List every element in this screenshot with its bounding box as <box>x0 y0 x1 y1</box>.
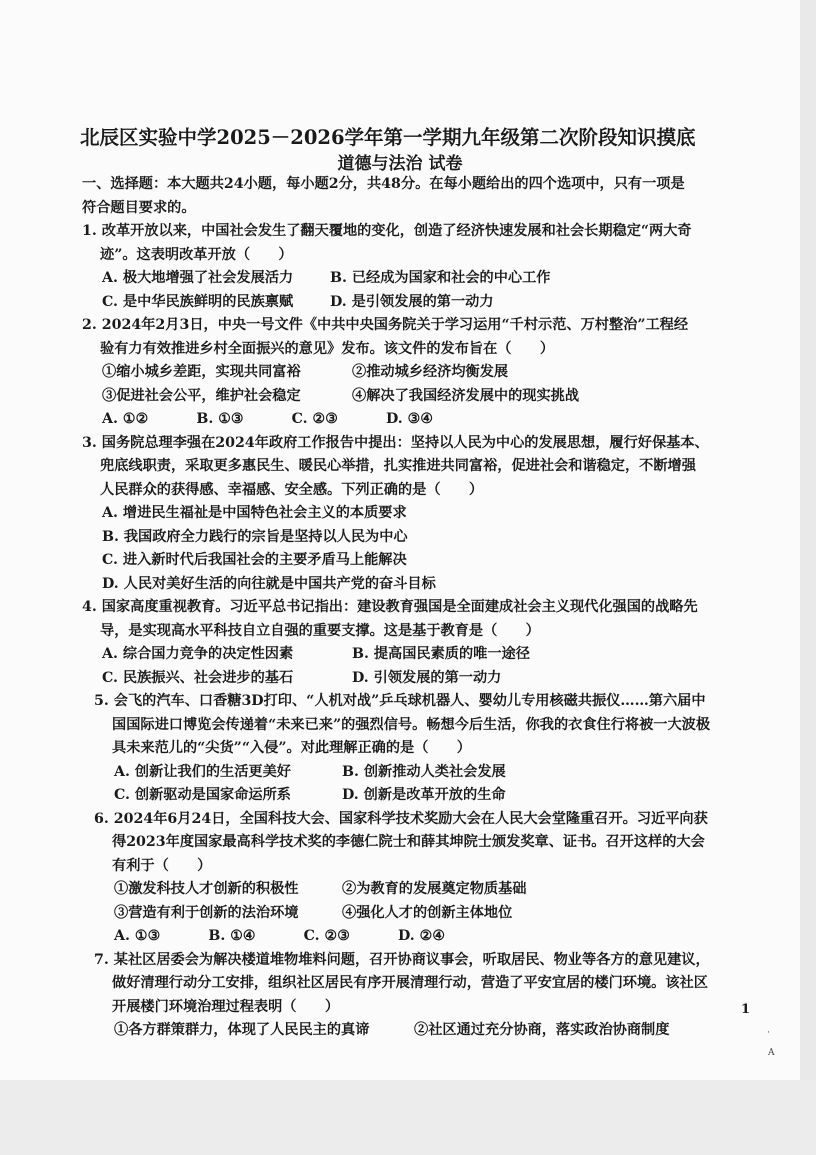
option-row <box>94 784 742 808</box>
option-b[interactable]: B. 提高国民素质的唯一途径 <box>352 646 530 662</box>
option-row <box>82 267 742 291</box>
option-c[interactable]: C. 进入新时代后我国社会的主要矛盾马上能解决 <box>102 552 407 568</box>
statement-1: ①激发科技人才创新的积极性 <box>114 881 299 897</box>
exam-subtitle: 道德与法治 试卷 <box>337 154 463 174</box>
question-stem: 3. 国务院总理李强在2024年政府工作报告中提出：坚持以人民为中心的发展思想，履行好保基本、 <box>82 434 709 451</box>
question-stem-cont: 兜底线职责，采取更多惠民生、暖民心举措，扎实推进共同富裕，促进社会和谐稳定，不断增强 <box>100 458 696 474</box>
option-d[interactable]: D. 引领发展的第一动力 <box>352 669 502 686</box>
question-stem-cont: 国国际进口博览会传递着“未来已来”的强烈信号。畅想今后生活，你我的衣食住行将被一大波极 <box>112 716 711 733</box>
statement-2: ②推动城乡经济均衡发展 <box>352 364 509 380</box>
option-d[interactable]: D. ②④ <box>398 928 446 944</box>
question-stem: 5. 会飞的汽车、口香糖3D打印、“人机对战”乒乓球机器人、婴幼儿专用核磁共振仪……第六届中 <box>94 693 706 709</box>
option-b[interactable]: B. 创新推动人类社会发展 <box>342 763 506 780</box>
option-d[interactable]: D. 人民对美好生活的向往就是中国共产党的奋斗目标 <box>102 575 436 592</box>
question-3 <box>82 432 742 597</box>
scan-mark: ˙ <box>766 1031 771 1042</box>
option-c[interactable]: C. ②③ <box>303 928 350 944</box>
statement-3: ③营造有利于创新的法治环境 <box>114 904 299 921</box>
option-row <box>82 643 742 667</box>
option-row <box>94 761 742 785</box>
question-list <box>82 173 742 1043</box>
question-stem-cont: 导，是实现高水平科技自立自强的重要支撑。这是基于教育是（ ） <box>100 622 540 639</box>
question-7 <box>82 949 742 1043</box>
option-a[interactable]: A. 增进民生福祉是中国特色社会主义的本质要求 <box>102 505 407 521</box>
option-row <box>82 667 742 691</box>
option-c[interactable]: C. 是中华民族鲜明的民族禀赋 <box>102 293 294 310</box>
statement-row <box>94 1019 742 1043</box>
statement-2: ②社区通过充分协商，落实政治协商制度 <box>414 1022 670 1038</box>
option-d[interactable]: D. 是引领发展的第一动力 <box>330 293 494 310</box>
option-row <box>82 502 742 526</box>
option-a[interactable]: A. 综合国力竞争的决定性因素 <box>102 646 294 662</box>
question-stem-cont: 迹”。这表明改革开放（ ） <box>100 246 293 263</box>
option-row <box>82 573 742 597</box>
statement-row <box>94 878 742 902</box>
question-stem-cont: 做好清理行动分工安排，组织社区居民有序开展清理行动，营造了平安宜居的楼门环境。该社区 <box>112 975 708 991</box>
option-row <box>82 549 742 573</box>
option-d[interactable]: D. 创新是改革开放的生命 <box>342 787 506 803</box>
question-2 <box>82 314 742 432</box>
question-stem: 2. 2024年2月3日，中央一号文件《中共中央国务院关于学习运用“千村示范、万村整治”工程经 <box>82 317 689 333</box>
question-stem-cont: 开展楼门环境治理过程表明（ ） <box>112 998 340 1015</box>
statement-row <box>94 902 742 926</box>
option-row <box>94 925 742 949</box>
question-stem-cont: 得2023年度国家最高科学技术奖的李德仁院士和薛其坤院士颁发奖章、证书。召开这样的大会 <box>112 834 705 850</box>
statement-1: ①缩小城乡差距，实现共同富裕 <box>102 364 301 380</box>
option-a[interactable]: A. ①② <box>102 411 149 427</box>
question-stem: 7. 某社区居委会为解决楼道堆物堆料问题，召开协商议事会，听取居民、物业等各方的意见建议， <box>94 951 710 968</box>
option-b[interactable]: B. ①③ <box>196 411 244 427</box>
statement-4: ④解决了我国经济发展中的现实挑战 <box>352 387 580 404</box>
question-4 <box>82 596 742 690</box>
option-c[interactable]: C. 创新驱动是国家命运所系 <box>114 787 291 803</box>
statement-2: ②为教育的发展奠定物质基础 <box>342 881 527 897</box>
statement-row <box>82 385 742 409</box>
question-stem-cont: 验有力有效推进乡村全面振兴的意见》发布。该文件的发布旨在（ ） <box>100 340 555 357</box>
statement-4: ④强化人才的创新主体地位 <box>342 904 513 921</box>
scan-margin <box>0 1080 816 1155</box>
option-a[interactable]: A. ①③ <box>114 928 161 944</box>
question-stem: 4. 国家高度重视教育。习近平总书记指出：建设教育强国是全面建成社会主义现代化强国的战略先 <box>82 599 698 615</box>
statement-row <box>82 361 742 385</box>
question-stem: 6. 2024年6月24日，全国科技大会、国家科学技术奖励大会在人民大会堂隆重召开。习近平向获 <box>94 810 708 827</box>
question-1 <box>82 220 742 314</box>
question-5 <box>82 690 742 808</box>
statement-3: ③促进社会公平，维护社会稳定 <box>102 387 301 404</box>
option-b[interactable]: B. ①④ <box>208 928 256 944</box>
question-stem-cont: 具未来范儿的“尖货”“入侵”。对此理解正确的是（ ） <box>112 740 471 756</box>
option-row <box>82 526 742 550</box>
statement-1: ①各方群策群力，体现了人民民主的真谛 <box>114 1022 370 1038</box>
option-row <box>82 291 742 315</box>
option-a[interactable]: A. 创新让我们的生活更美好 <box>114 763 291 780</box>
page-number: 1 <box>741 1002 751 1017</box>
question-stem: 1. 改革开放以来，中国社会发生了翻天覆地的变化，创造了经济快速发展和社会长期稳定“两大奇 <box>82 223 692 239</box>
option-b[interactable]: B. 已经成为国家和社会的中心工作 <box>330 270 551 286</box>
option-d[interactable]: D. ③④ <box>386 411 434 427</box>
option-b[interactable]: B. 我国政府全力践行的宗旨是坚持以人民为中心 <box>102 528 408 545</box>
exam-title: 北辰区实验中学2025－2026学年第一学期九年级第二次阶段知识摸底 <box>80 126 696 149</box>
question-stem-cont: 有利于（ ） <box>112 857 212 874</box>
section-instruction-cont: 符合题目要求的。 <box>82 199 196 216</box>
option-c[interactable]: C. ②③ <box>291 411 338 427</box>
section-instruction: 一、选择题：本大题共24小题，每小题2分，共48分。在每小题给出的四个选项中，只有一项是 <box>82 176 685 192</box>
question-6 <box>82 808 742 949</box>
option-c[interactable]: C. 民族振兴、社会进步的基石 <box>102 669 294 686</box>
option-row <box>82 408 742 432</box>
question-stem-cont: 人民群众的获得感、幸福感、安全感。下列正确的是（ ） <box>100 481 484 498</box>
option-a[interactable]: A. 极大地增强了社会发展活力 <box>102 270 294 286</box>
scan-mark: A <box>768 1048 775 1058</box>
